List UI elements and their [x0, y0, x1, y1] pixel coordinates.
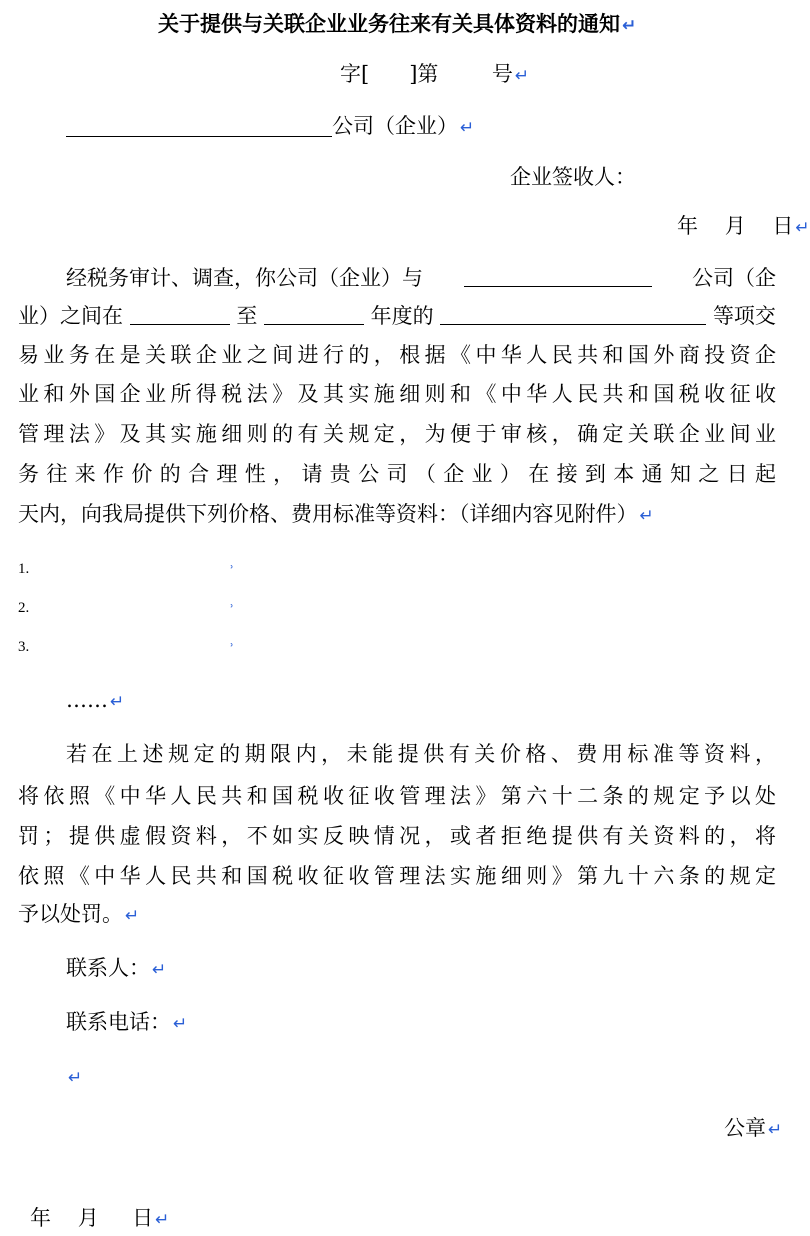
return-arrow-icon: ↵: [152, 960, 167, 980]
phone-line: [66, 1008, 187, 1038]
signee-line: [510, 163, 636, 191]
start-year-blank[interactable]: [130, 302, 230, 325]
p1-l1-b: 公司（企: [692, 266, 776, 290]
p1-l1-a: 经税务审计、调查，你公司（企业）与: [66, 266, 423, 290]
soft-return-icon: ˒: [230, 639, 234, 654]
p1-l2-a: 业）之间在: [18, 304, 123, 328]
company-line: [66, 112, 474, 142]
counterparty-blank[interactable]: [464, 264, 652, 287]
body-p2-line3: 罚；提供虚假资料，不如实反映情况，或者拒绝提供有关资料的，将: [18, 824, 776, 848]
date-bottom: [30, 1204, 169, 1234]
body-p1-line5: 管理法》及其实施细则的有关规定，为便于审核，确定关联企业间业: [18, 422, 776, 446]
list-item: 1.: [18, 561, 30, 577]
empty-paragraph: [66, 1062, 82, 1092]
date-top: [677, 212, 810, 242]
body-p1-line7: [18, 500, 654, 530]
return-arrow-icon: ↵: [125, 906, 140, 926]
phone-label: 联系电话：: [66, 1010, 171, 1034]
p2-l1: 若在上述规定的期限内，未能提供有关价格、费用标准等资料，: [66, 742, 776, 766]
return-arrow-icon: ↵: [110, 692, 125, 712]
p1-l2-d: 等项交: [712, 304, 776, 328]
company-suffix: 公司（企业）: [332, 114, 458, 138]
contact-line: [66, 954, 166, 984]
seal-label: 公章: [724, 1116, 766, 1140]
return-arrow-icon: ↵: [514, 66, 530, 86]
transaction-type-blank[interactable]: [440, 302, 706, 325]
seal-line: [724, 1114, 782, 1144]
p1-l2-b: 至: [236, 304, 258, 328]
body-p1-line1: [66, 264, 776, 292]
return-arrow-icon: ↵: [639, 506, 654, 526]
body-p1-line4: 业和外国企业所得税法》及其实施细则和《中华人民共和国税收征收: [18, 382, 776, 406]
date-bottom-text: 年 月 日: [30, 1206, 154, 1230]
signee-label: 企业签收人：: [510, 165, 636, 189]
body-p2-line4: 依照《中华人民共和国税收征收管理法实施细则》第九十六条的规定: [18, 864, 776, 888]
list-item: 2.: [18, 600, 30, 616]
body-p1-line2: [18, 302, 776, 330]
ellipsis-line: [66, 686, 124, 716]
return-arrow-icon: ↵: [68, 1068, 83, 1088]
p2-l5: 予以处罚。: [18, 902, 123, 926]
return-arrow-icon: ↵: [173, 1014, 188, 1034]
p1-l2-c: 年度的: [370, 304, 434, 328]
return-arrow-icon: ↵: [622, 16, 637, 36]
body-p1-line6: 务往来作价的合理性，请贵公司（企业）在接到本通知之日起: [18, 462, 776, 486]
soft-return-icon: ˒: [230, 561, 234, 576]
return-arrow-icon: ↵: [155, 1210, 170, 1230]
end-year-blank[interactable]: [264, 302, 364, 325]
document-title: [158, 10, 636, 40]
title-text: 关于提供与关联企业业务往来有关具体资料的通知: [158, 11, 620, 36]
ellipsis: ……: [66, 688, 108, 712]
doc-number: [340, 60, 529, 90]
body-p1-line3: 易业务在是关联企业之间进行的，根据《中华人民共和国外商投资企: [18, 343, 776, 367]
p1-l7: 天内，向我局提供下列价格、费用标准等资料：（详细内容见附件）: [18, 502, 638, 526]
body-p2-line1: [66, 740, 776, 768]
company-name-blank[interactable]: [66, 114, 332, 137]
return-arrow-icon: ↵: [768, 1120, 783, 1140]
soft-return-icon: ˒: [230, 600, 234, 615]
date-top-text: 年 月 日: [677, 214, 794, 238]
return-arrow-icon: ↵: [795, 218, 810, 238]
return-arrow-icon: ↵: [460, 118, 475, 138]
contact-label: 联系人：: [66, 956, 150, 980]
doc-number-text: 字[ ]第 号: [340, 62, 513, 86]
body-p2-line2: 将依照《中华人民共和国税收征收管理法》第六十二条的规定予以处: [18, 784, 776, 808]
list-item: 3.: [18, 639, 30, 655]
body-p2-line5: [18, 900, 139, 930]
